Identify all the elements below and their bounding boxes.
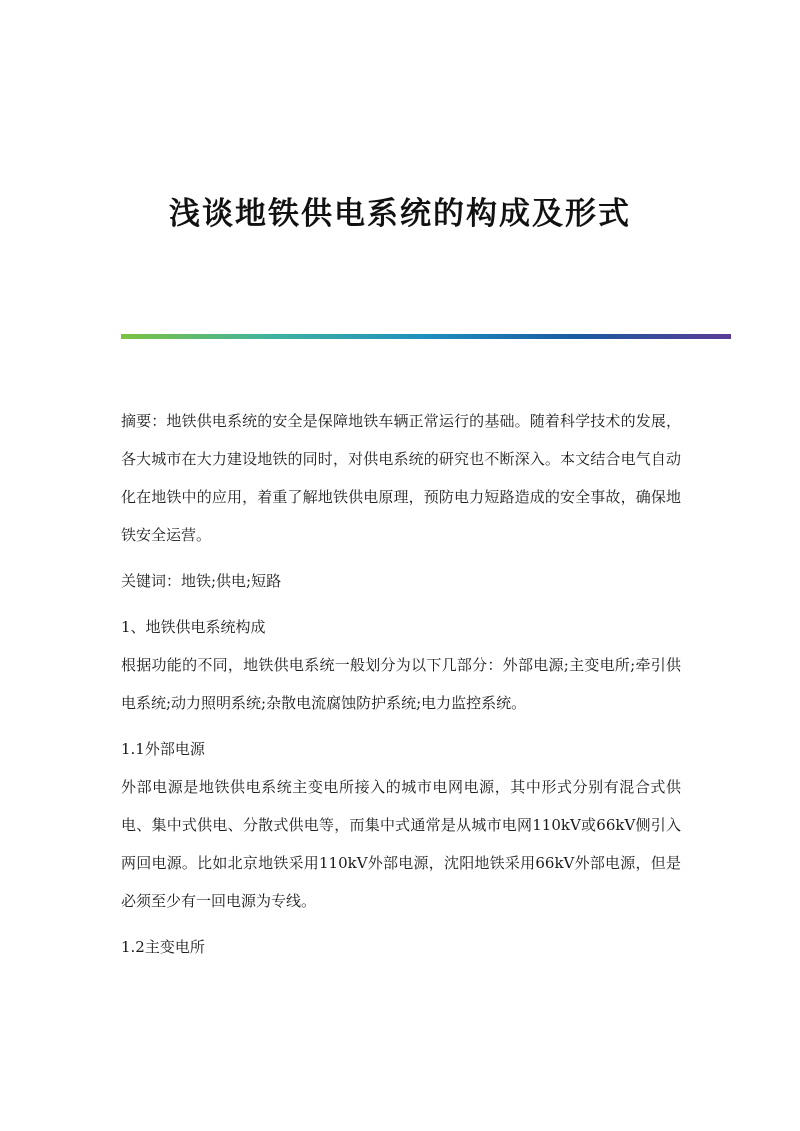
section-1-2-heading: 1.2主变电所 — [121, 938, 205, 956]
keywords-paragraph: 关键词：地铁;供电;短路 — [121, 572, 282, 590]
section-1-heading: 1、地铁供电系统构成 — [121, 618, 266, 636]
section-1-paragraph: 根据功能的不同，地铁供电系统一般划分为以下几部分：外部电源;主变电所;牵引供电系统;动力照明系统;杂散电流腐蚀防护系统;电力监控系统。 — [121, 656, 681, 712]
document-body — [121, 402, 681, 966]
document-title: 浅谈地铁供电系统的构成及形式 — [169, 196, 631, 232]
title-divider — [121, 334, 731, 339]
section-1-1-paragraph: 外部电源是地铁供电系统主变电所接入的城市电网电源，其中形式分别有混合式供电、集中式供电、分散式供电等，而集中式通常是从城市电网110kV或66kV侧引入两回电源。比如北京地铁采用110kV外部电源，沈阳地铁采用66kV外部电源，但是必须至少有一回电源为专线。 — [121, 778, 681, 910]
abstract-paragraph: 摘要：地铁供电系统的安全是保障地铁车辆正常运行的基础。随着科学技术的发展，各大城市在大力建设地铁的同时，对供电系统的研究也不断深入。本文结合电气自动化在地铁中的应用，着重了解地铁供电原理，预防电力短路造成的安全事故，确保地铁安全运营。 — [121, 412, 681, 544]
section-1-1-heading: 1.1外部电源 — [121, 740, 205, 758]
